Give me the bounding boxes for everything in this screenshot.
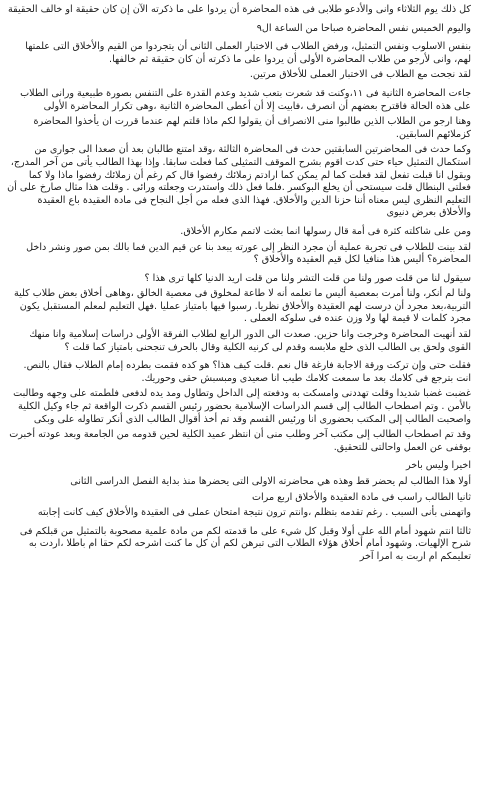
paragraph-9: لقد بينت للطلاب فى تجربة عملية أن مجرد النظر إلى عورته يبعد بنا عن قيم الدين فما بالك بمن صور ونشر داخل المحاضرة؟ أليس هذا منافيا لكل قيم العقيدة والأخلاق ؟ xyxy=(26,241,471,266)
paragraph-17: أولا هذا الطالب لم يحضر قط وهذه هي محاضرته الاولى التى يحضرها منذ بداية الفصل الدراسى الثانى xyxy=(70,476,471,487)
paragraph-13: فقلت حتى وإن تركت ورقة الاجابة فارغة قال نعم .قلت كيف هذا؟ هو كده فقمت بطرده إمام الطلاب فقال بالنص. انت بترجع فى كلامك بعد ما سمعت كلامك طيب انا صعيدى ومبسبش حقى وحوريك. xyxy=(23,360,471,384)
paragraph-3: بنفس الاسلوب ونفس التمثيل، ورفض الطلاب فى الاختبار العملى الثانى أن يتجردوا من القيم والأخلاق التى علمتها لهم، وانى لأرجو من طلاب المحاضرة الأولى أن يردوا على ما ذكرته أن كان حقيقة ثم خالفها. xyxy=(25,41,471,65)
paragraph-12: لقد أنهيت المحاضرة وخرجت وانا حزين. صعدت الى الدور الرابع لطلاب الفرقة الأولى دراسات إسلامية وانا منهك القوى ولحق بى الطالب الذى خلع ملابسه وقدم لى كرنيه الكلية وقال بالحرف تنجحنى بامتياز كما قلت ؟ xyxy=(29,329,471,353)
paragraph-4: لقد نجحت مع الطلاب فى الاختبار العملى للأخلاق مرتين. xyxy=(249,69,471,81)
paragraph-10: سيقول لنا من قلت صور ولنا من قلت التشر ولنا من قلت اريد الدنيا كلها ترى هذا ؟ xyxy=(144,272,471,284)
paragraph-1: كل ذلك يوم الثلاثاء وانى والأدعو طلابى فى هذه المحاضرة أن يردوا على ما ذكرته الآن إن كان حقيقة او خالف الحقيقة xyxy=(8,4,471,15)
paragraph-11: ولنا لم أنكر، ولنا أمرت بمعصية أليس ما تعلمه أنه لا طاعة لمخلوق فى معصية الخالق ،وهاهى أخلاق بعض طلاب كلية التربية،بعد مجرد أن درست لهم العقيدة والأخلاق نظريا. رسبوا فيها بامتياز عمليا .فهل التعليم لمعلم المستقبل يكون مجرد كلمات لا قيمة لها ولا وزن عنده فى سلوكه العملى . xyxy=(13,288,471,325)
paragraph-20: ثالثا انتم شهود أمام الله على أولا وقبل كل شيء على ما قدمته لكم من مادة علمية مصحوبة بالتمثيل من قبلكم فى شرح الإلهيات. وشهود أمام أخلاق هؤلاء الطلاب التى تبرهن لكم أن كل ما كنت اشرحه لكم حقا ام باطلا ،اردت به تعليمكم ام اربت به امرا آخر xyxy=(19,525,471,562)
paragraph-16: اخيرا وليس باخر xyxy=(405,460,471,472)
paragraph-2: واليوم الخميس نفس المحاضرة صباحا من الساعة ال٩ xyxy=(256,22,471,34)
paragraph-18: ثانيا الطالب راسب فى مادة العقيدة والأخلاق اربع مرات xyxy=(251,491,471,503)
paragraph-8: ومن على شاكلته كثرة فى أمة قال رسولها انما بعثت لاتمم مكارم الأخلاق. xyxy=(180,225,471,237)
paragraph-7: وكما حدث فى المحاضرتين السابقتين حدث فى المحاضرة الثالثة ،وقد امتنع طالبان بعد أن صعدا الى جوارى من استكمال التمثيل حياء حتى كدت اقوم بشرح الموقف التمثيلى كما فعلت سابقا. وإذا بهذا الطالب يأتى من آخر المدرج، ويقول انا قبلت تفعل لقد فعلت كما لم يمكن كما ارادتم زملائك رفضوا قال كم رغم أن زملائك رفضوا ماذا ولا كما فعلتى البنطال قلت سيستحى أن يخلع البوكسر .فلما فعل ذلك واستدرت وجعلته ورائى . وقلت هذا مثال صارخ على أن التعليم النظرى ليس معناه أننا حزنا الدين والأخلاق. فهذا الذى فعله من أجل النجاح فى مادة العقيدة باع العقيدة والأخلاق بعرض دنيوى xyxy=(7,144,471,219)
paragraph-15: وقد تم اصطحاب الطالب إلى مكتب آخر وطلب منى أن انتظر عميد الكلية لحين قدومه من الجامعة وبعد عودته أخبرت بوقفى عن العمل واحالتى للتحقيق. xyxy=(9,429,471,453)
paragraph-14: غضبت غضبا شديدا وقلت تهددنى وامسكت به ودفعته إلى الداخل وتطاول ومد يده لدفعى فلطمته على وجهه وطالبت بالأمن . وتم اصطحاب الطالب إلى قسم الدراسات الإسلامية بحضور رئيس القسم ذكرت الواقعة ثم جاء وكيل الكلية واصحبت الطالب إلى المكتب بحضورى انا ورئيس القسم وقد تم أخذ أقوال الطالب الذى أنكر تطاوله على وبكى xyxy=(13,388,471,425)
paragraph-5: جاءت المحاضرة الثانية فى ١١،وكنت قد شعرت بتعب شديد وعدم القدرة على التنفس بصورة طبيعية ورانى الطلاب على هذه الحالة فاقترح بعضهم أن انصرف ،فابيت إلا أن أعطى المحاضرة الثانية ،وهى تكرار المحاضرة الأولى xyxy=(20,87,471,112)
paragraph-6: وهنا ارجو من الطلاب الذين طالبوا منى الانصراف أن يقولوا لكم ماذا قلتم لهم عندما قررت ان يأخذوا المحاضرة كزملائهم السابقين. xyxy=(33,116,471,140)
paragraph-19: واتهمنى بأنى السبب . رغم تقدمه بتظلم ،وانتم ترون نتيجة امتحان عملى فى العقيدة والأخلاق كيف كانت إجابته xyxy=(37,507,471,519)
